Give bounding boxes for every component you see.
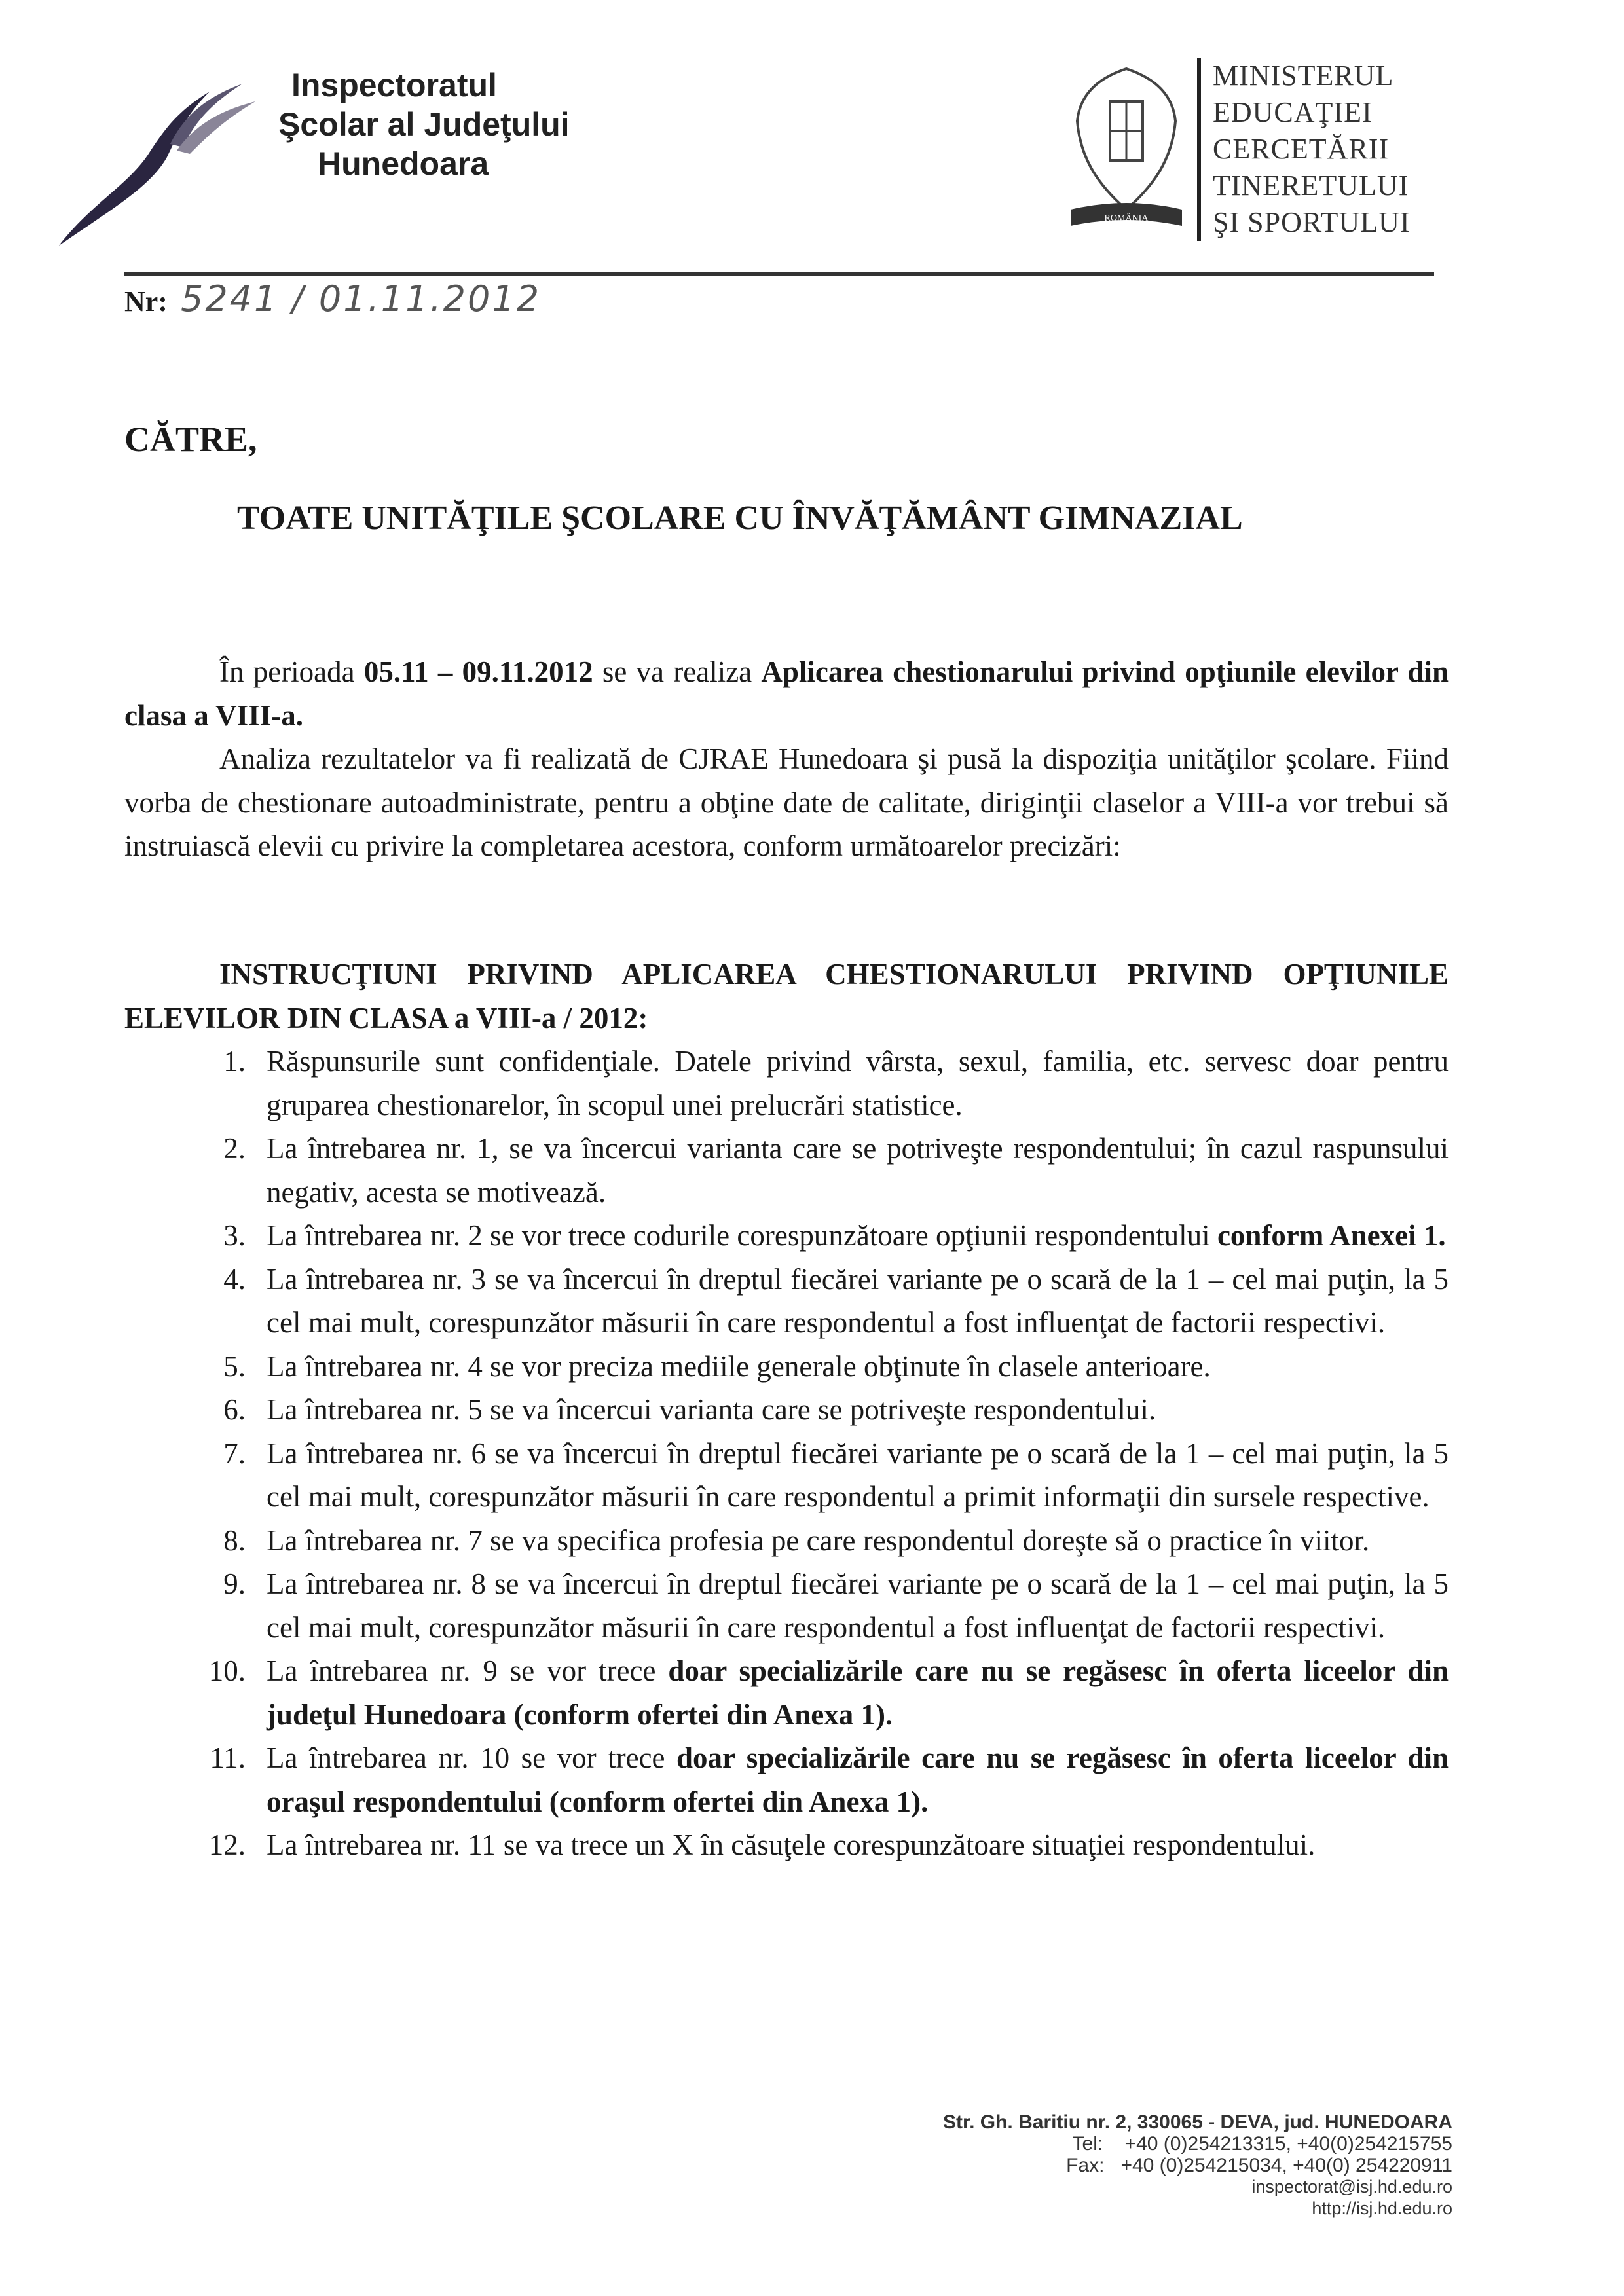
- item-number: 11.: [210, 1741, 246, 1774]
- item-bold-text: doar specializările care nu se regăsesc în oferta liceelor din judeţul Hunedoara (conform ofertei din Anexa 1).: [267, 1654, 1449, 1731]
- instruction-item: [124, 1345, 1449, 1389]
- item-text: Răspunsurile sunt confidenţiale. Datele privind vârsta, sexul, familia, etc. servesc doar pentru gruparea chestionarelor, în scopul unei prelucrări statistice.: [267, 1045, 1449, 1121]
- footer-contact: [943, 2111, 1452, 2219]
- romania-coat-of-arms-icon: [1067, 62, 1185, 232]
- instructions-section: [124, 953, 1449, 1867]
- item-number: 5.: [223, 1349, 246, 1383]
- item-bold-text: conform Anexei 1.: [1217, 1219, 1446, 1252]
- activity-name: Aplicarea chestionarului privind opţiunile elevilor din clasa a VIII-a.: [124, 655, 1449, 732]
- inspectorate-logo-text: [278, 65, 570, 183]
- footer-fax: Fax: +40 (0)254215034, +40(0) 254220911: [1066, 2155, 1452, 2176]
- item-number: 12.: [208, 1829, 246, 1861]
- logo-line: Şcolar al Judeţului: [278, 106, 570, 143]
- logo-line: Inspectoratul: [291, 67, 497, 103]
- ministry-logo-text: [1197, 58, 1411, 241]
- intro-paragraph-1: [124, 650, 1449, 737]
- header-divider: [124, 272, 1434, 276]
- addressee-title: TOATE UNITĂŢILE ŞCOLARE CU ÎNVĂŢĂMÂNT GIMNAZIAL: [237, 500, 1243, 537]
- instruction-item: [124, 1823, 1449, 1867]
- intro-section: [124, 650, 1449, 868]
- item-text: La întrebarea nr. 4 se vor preciza mediile generale obţinute în clasele anterioare.: [267, 1349, 1211, 1383]
- crest-banner-text: ROMÂNIA: [1104, 213, 1149, 223]
- item-bold-text: doar specializările care nu se regăsesc în oferta liceelor din oraşul respondentului (conform ofertei din Anexa 1).: [267, 1741, 1449, 1818]
- ministry-line: ŞI SPORTULUI: [1213, 206, 1411, 238]
- item-text: La întrebarea nr. 5 se va încercui varianta care se potriveşte respondentului.: [267, 1393, 1156, 1426]
- footer-website-link[interactable]: http://isj.hd.edu.ro: [1312, 2198, 1452, 2218]
- footer-email-link[interactable]: inspectorat@isj.hd.edu.ro: [1251, 2177, 1452, 2196]
- instruction-item: [124, 1519, 1449, 1563]
- instruction-item: [124, 1388, 1449, 1432]
- period-dates: 05.11 – 09.11.2012: [363, 655, 593, 688]
- footer-address: Str. Gh. Baritiu nr. 2, 330065 - DEVA, jud. HUNEDOARA: [943, 2111, 1452, 2133]
- logo-line: Hunedoara: [318, 145, 489, 182]
- text: În perioada: [219, 655, 364, 688]
- instructions-list: [124, 1040, 1449, 1867]
- instruction-item: [124, 1258, 1449, 1345]
- item-text: La întrebarea nr. 6 se va încercui în dreptul fiecărei variante pe o scară de la 1 – cel mai puţin, la 5 cel mai mult, corespunzător măsurii în care respondentul a primit informaţii din sursele respective.: [267, 1436, 1449, 1513]
- registration-number: [124, 278, 541, 319]
- item-text: La întrebarea nr. 11 se va trece un X în căsuţele corespunzătoare situaţiei respondentului.: [267, 1829, 1316, 1861]
- item-text: La întrebarea nr. 1, se va încercui varianta care se potriveşte respondentului; în cazul raspunsului negativ, acesta se motivează.: [267, 1132, 1449, 1209]
- intro-paragraph-2: Analiza rezultatelor va fi realizată de CJRAE Hunedoara şi pusă la dispoziţia unităţilor şcolare. Fiind vorba de chestionare autoadministrate, pentru a obţine date de calitate, diriginţii claselor a VIII-a vor trebui să instruiască elevii cu privire la completarea acestora, conform următoarelor precizări:: [124, 742, 1449, 862]
- item-text: La întrebarea nr. 8 se va încercui în dreptul fiecărei variante pe o scară de la 1 – cel mai puţin, la 5 cel mai mult, corespunzător măsurii în care respondentul a fost influenţat de factorii respectivi.: [267, 1567, 1449, 1644]
- ministry-line: TINERETULUI: [1213, 170, 1409, 202]
- addressee-label: CĂTRE,: [124, 420, 257, 459]
- nr-label: Nr:: [124, 285, 168, 318]
- footer-tel: Tel: +40 (0)254213315, +40(0)254215755: [1072, 2133, 1452, 2155]
- item-number: 8.: [223, 1523, 246, 1557]
- instruction-item: [124, 1214, 1449, 1258]
- nr-handwritten-value: 5241 / 01.11.2012: [180, 278, 542, 319]
- instruction-item: [124, 1736, 1449, 1823]
- item-number: 6.: [223, 1393, 246, 1426]
- ministry-line: MINISTERUL: [1213, 60, 1394, 92]
- instruction-item: [124, 1649, 1449, 1736]
- instruction-item: [124, 1040, 1449, 1127]
- ministry-line: EDUCAŢIEI: [1213, 96, 1373, 128]
- item-text: La întrebarea nr. 7 se va specifica profesia pe care respondentul doreşte să o practice în viitor.: [267, 1523, 1370, 1557]
- instruction-item: [124, 1432, 1449, 1519]
- instructions-heading: INSTRUCŢIUNI PRIVIND APLICAREA CHESTIONARULUI PRIVIND OPŢIUNILE ELEVILOR DIN CLASA a VIII-a / 2012:: [124, 958, 1449, 1034]
- item-text: La întrebarea nr. 9 se vor trece: [267, 1654, 669, 1687]
- inspectorate-logo-swoosh-icon: [52, 72, 275, 255]
- ministry-line: CERCETĂRII: [1213, 133, 1390, 165]
- item-number: 3.: [223, 1219, 246, 1252]
- item-text: La întrebarea nr. 3 se va încercui în dreptul fiecărei variante pe o scară de la 1 – cel mai puţin, la 5 cel mai mult, corespunzător măsurii în care respondentul a fost influenţat de factorii respectivi.: [267, 1262, 1449, 1339]
- item-text: La întrebarea nr. 10 se vor trece: [267, 1741, 676, 1774]
- text: se va realiza: [593, 655, 762, 688]
- item-number: 1.: [223, 1045, 246, 1078]
- item-number: 4.: [223, 1262, 246, 1296]
- item-number: 2.: [223, 1132, 246, 1165]
- item-text: La întrebarea nr. 2 se vor trece codurile corespunzătoare opţiunii respondentului: [267, 1219, 1217, 1252]
- item-number: 10.: [208, 1654, 246, 1687]
- instruction-item: [124, 1127, 1449, 1214]
- instruction-item: [124, 1562, 1449, 1649]
- item-number: 9.: [223, 1567, 246, 1600]
- item-number: 7.: [223, 1436, 246, 1470]
